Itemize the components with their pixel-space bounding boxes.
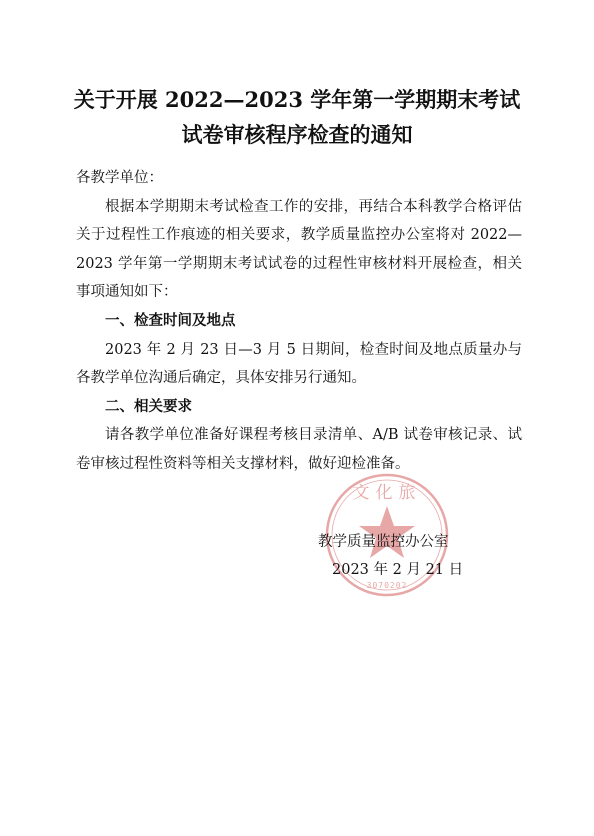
section-1-heading: 一、检查时间及地点	[105, 311, 236, 329]
seal-code: 3070202	[366, 581, 408, 590]
title-line-2: 试卷审核程序检查的通知	[181, 122, 413, 147]
section-2-text: 请各教学单位准备好课程考核目录清单、A/B 试卷审核记录、试卷审核过程性资料等相关支撑材料，做好迎检准备。	[76, 427, 522, 472]
salutation: 各教学单位：	[76, 170, 163, 186]
section-1-text: 2023 年 2 月 23 日—3 月 5 日期间，检查时间及地点质量办与各教学单位沟通后确定，具体安排另行通知。	[76, 341, 522, 387]
title-line-1: 关于开展 2022—2023 学年第一学期期末考试	[73, 87, 521, 112]
signature-office: 教学质量监控办公室	[318, 534, 449, 550]
intro-paragraph: 根据本学期期末考试检查工作的安排，再结合本科教学合格评估关于过程性工作痕迹的相关要求，教学质量监控办公室将对 2022—2023 学年第一学期期末考试试卷的过程性审核材料开展检查，相关事项通知如下：	[76, 198, 522, 301]
signature-block	[318, 528, 463, 584]
signature-date: 2023 年 2 月 21 日	[332, 562, 464, 578]
section-2-heading: 二、相关要求	[105, 397, 192, 415]
seal-arc-text: 文化旅	[352, 483, 422, 503]
document-title	[0, 82, 594, 152]
document-body	[76, 164, 522, 479]
